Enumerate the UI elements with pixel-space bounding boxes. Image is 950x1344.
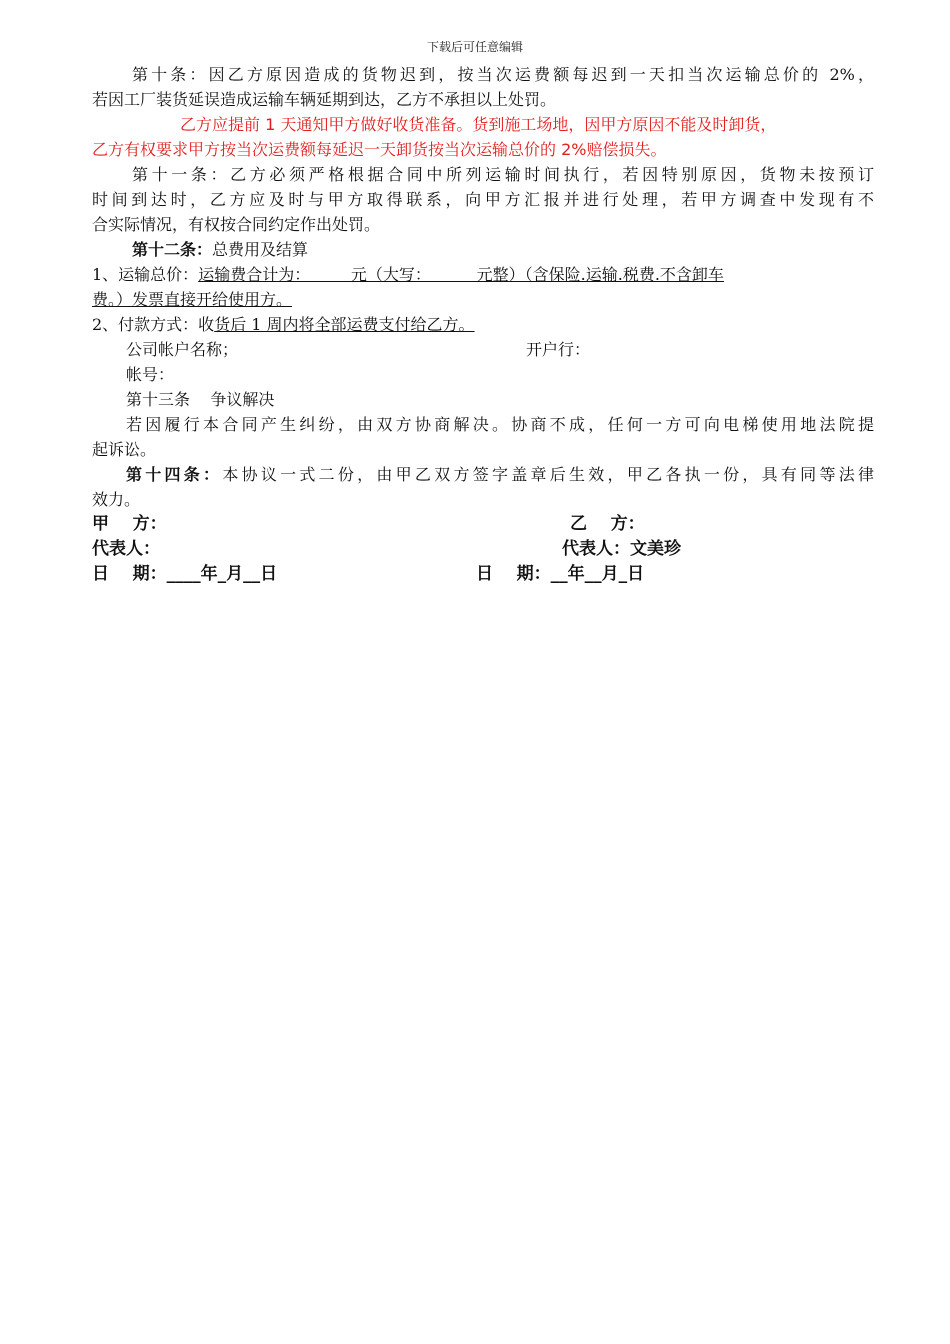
article-11-line-1: 第十一条：乙方必须严格根据合同中所列运输时间执行，若因特别原因，货物未按预订 [132, 165, 874, 184]
article-11-line-3: 合实际情况，有权按合同约定作出处罚。 [92, 215, 381, 234]
article-14-text: 本协议一式二份，由甲乙双方签字盖章后生效，甲乙各执一份，具有同等法律 [222, 465, 874, 484]
rep-a-label: 代表人： [92, 539, 160, 559]
account-name-label: 公司帐户名称； [126, 340, 239, 359]
article-10-line-2: 若因工厂装货延误造成运输车辆延期到达，乙方不承担以上处罚。 [92, 90, 557, 109]
page-header-note: 下载后可任意编辑 [426, 40, 523, 54]
article-13-line-2: 起诉讼。 [92, 440, 157, 459]
article-13-heading: 第十三条 争议解决 [126, 390, 275, 409]
article-12-item-1-cont [92, 287, 874, 312]
item-2-label: 2、付款方式：收 [92, 315, 215, 334]
article-12-item-1 [92, 262, 874, 287]
article-14-label: 第十四条： [126, 465, 223, 484]
date-a-label: 日 期：____年_月__日 [92, 564, 278, 584]
article-11-line-2: 时间到达时，乙方应及时与甲方取得联系，向甲方汇报并进行处理，若甲方调查中发现有不 [92, 190, 874, 209]
article-10-red-line-2: 乙方有权要求甲方按当次运费额每延迟一天卸货按当次运输总价的 2%赔偿损失。 [92, 140, 667, 159]
account-number-label: 帐号： [126, 365, 175, 384]
signature-rep-row [92, 537, 874, 562]
article-12-title: 总费用及结算 [212, 240, 309, 259]
article-13-line-1: 若因履行本合同产生纠纷，由双方协商解决。协商不成，任何一方可向电梯使用地法院提 [126, 415, 874, 434]
article-12-label: 第十二条： [132, 240, 213, 259]
party-a-label: 甲 方： [92, 514, 167, 534]
signature-date-row [92, 562, 874, 587]
contract-document [92, 62, 874, 587]
rep-b-label: 代表人：文美珍 [562, 539, 681, 559]
date-b-label: 日 期：__年__月_日 [476, 564, 645, 584]
article-14-line-2: 效力。 [92, 490, 141, 509]
article-10-line-1: 第十条：因乙方原因造成的货物迟到，按当次运费额每迟到一天扣当次运输总价的 2%， [132, 65, 874, 84]
party-b-label: 乙 方： [570, 514, 645, 534]
article-12-heading [92, 237, 874, 262]
item-1-text-cont: 费。）发票直接开给使用方。 [92, 290, 293, 309]
article-10-red-line-1: 乙方应提前 1 天通知甲方做好收货准备。货到施工场地，因甲方原因不能及时卸货， [180, 115, 777, 134]
item-2-text: 货后 1 周内将全部运费支付给乙方。 [214, 315, 475, 334]
article-14-line-1 [92, 462, 874, 487]
item-1-label: 1、运输总价： [92, 265, 199, 284]
signature-party-row [92, 512, 874, 537]
account-row [92, 337, 874, 362]
item-1-text: 运输费合计为： 元（大写： 元整）（含保险.运输.税费.不含卸车 [198, 265, 724, 284]
article-12-item-2 [92, 312, 874, 337]
bank-label: 开户行： [526, 340, 591, 359]
